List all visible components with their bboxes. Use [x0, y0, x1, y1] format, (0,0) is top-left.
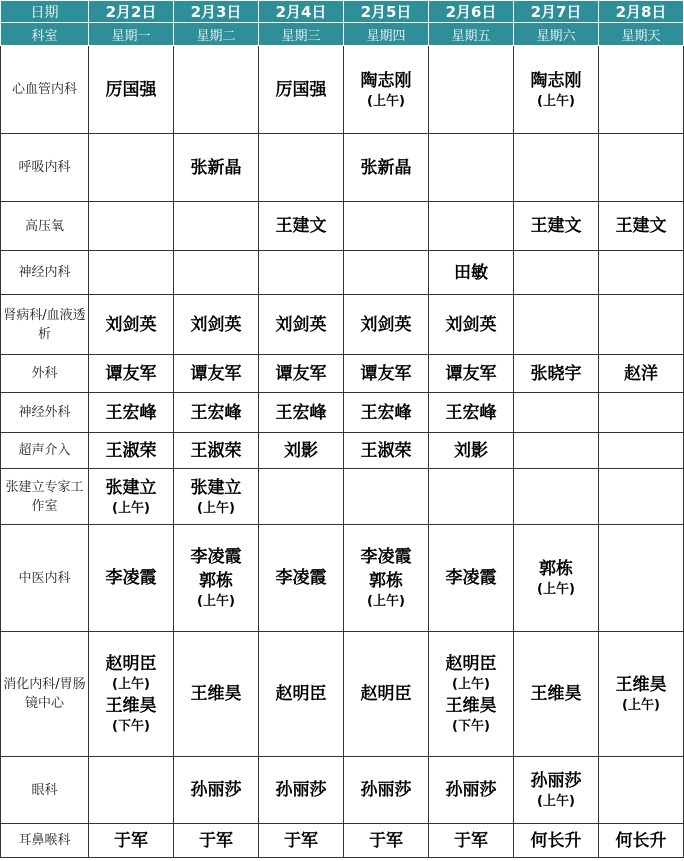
shift-note: (上午) — [367, 594, 405, 609]
doctor-name: 刘剑英 — [360, 314, 412, 335]
schedule-cell — [514, 295, 599, 355]
schedule-cell — [599, 202, 684, 251]
duty-entry — [429, 313, 513, 337]
duty-entry — [514, 829, 598, 853]
duty-entry — [259, 214, 343, 238]
doctor-name: 王建文 — [615, 216, 667, 236]
schedule-cell — [89, 433, 174, 469]
dept-header-label: 科室 — [1, 23, 89, 46]
schedule-row — [1, 433, 684, 469]
schedule-cell — [344, 355, 429, 393]
schedule-row — [1, 202, 684, 251]
schedule-cell — [429, 134, 514, 202]
duty-entry — [344, 439, 428, 463]
schedule-cell — [89, 757, 174, 824]
schedule-cell — [174, 355, 259, 393]
duty-entry — [174, 778, 258, 802]
duty-entry — [429, 261, 513, 285]
shift-note: (下午) — [452, 719, 490, 734]
duty-entry — [514, 557, 598, 599]
schedule-cell — [599, 469, 684, 525]
duty-entry — [344, 156, 428, 180]
doctor-name: 孙丽莎 — [275, 780, 327, 800]
schedule-cell — [429, 632, 514, 757]
schedule-cell — [514, 355, 599, 393]
schedule-cell — [429, 295, 514, 355]
duty-entry — [344, 829, 428, 853]
schedule-cell — [344, 525, 429, 632]
duty-entry — [89, 362, 173, 386]
duty-entry — [429, 694, 513, 736]
schedule-cell — [429, 202, 514, 251]
weekday-header-row — [1, 23, 684, 46]
doctor-name: 谭友军 — [275, 363, 327, 384]
doctor-name: 赵洋 — [624, 363, 658, 384]
duty-entry — [514, 362, 598, 386]
duty-entry — [89, 313, 173, 337]
duty-entry — [89, 439, 173, 463]
doctor-name: 李凌霞 — [190, 547, 242, 567]
schedule-cell — [259, 251, 344, 295]
schedule-cell — [599, 433, 684, 469]
date-header-cell: 2月8日 — [599, 1, 684, 23]
schedule-cell — [344, 295, 429, 355]
duty-entry — [259, 439, 343, 463]
duty-entry — [174, 401, 258, 425]
schedule-cell — [599, 295, 684, 355]
schedule-cell — [599, 525, 684, 632]
doctor-name: 刘剑英 — [190, 314, 242, 335]
schedule-cell — [89, 134, 174, 202]
duty-entry — [174, 362, 258, 386]
doctor-name: 厉国强 — [275, 79, 327, 100]
duty-entry — [259, 362, 343, 386]
duty-entry — [599, 829, 683, 853]
schedule-cell — [514, 525, 599, 632]
duty-entry — [429, 829, 513, 853]
date-header-row — [1, 1, 684, 23]
schedule-cell — [514, 433, 599, 469]
weekday-header-cell: 星期一 — [89, 23, 174, 46]
schedule-cell — [344, 824, 429, 858]
schedule-cell — [514, 202, 599, 251]
schedule-cell — [259, 525, 344, 632]
duty-entry — [89, 694, 173, 736]
department-name: 神经内科 — [1, 251, 89, 295]
schedule-cell — [599, 757, 684, 824]
doctor-name: 李凌霞 — [105, 568, 157, 588]
schedule-row — [1, 757, 684, 824]
doctor-name: 孙丽莎 — [360, 780, 412, 800]
duty-entry — [174, 313, 258, 337]
department-name: 神经外科 — [1, 393, 89, 433]
duty-entry — [174, 682, 258, 706]
schedule-cell — [259, 632, 344, 757]
doctor-name: 谭友军 — [360, 363, 412, 384]
schedule-cell — [514, 824, 599, 858]
department-name: 中医内科 — [1, 525, 89, 632]
schedule-cell — [89, 295, 174, 355]
schedule-row — [1, 46, 684, 134]
doctor-name: 王建文 — [530, 216, 582, 236]
duty-entry — [174, 545, 258, 569]
date-header-cell: 2月6日 — [429, 1, 514, 23]
duty-entry — [89, 401, 173, 425]
doctor-name: 于军 — [284, 830, 318, 851]
duty-entry — [259, 778, 343, 802]
shift-note: (上午) — [537, 582, 575, 597]
duty-entry — [259, 78, 343, 102]
doctor-name: 刘影 — [454, 440, 488, 461]
duty-entry — [344, 401, 428, 425]
department-name: 耳鼻喉科 — [1, 824, 89, 858]
date-header-cell: 2月2日 — [89, 1, 174, 23]
duty-entry — [599, 214, 683, 238]
duty-entry — [259, 401, 343, 425]
schedule-cell — [344, 46, 429, 134]
department-name: 高压氧 — [1, 202, 89, 251]
doctor-name: 李凌霞 — [445, 568, 497, 588]
schedule-cell — [599, 355, 684, 393]
schedule-cell — [599, 824, 684, 858]
duty-entry — [344, 313, 428, 337]
doctor-name: 厉国强 — [105, 79, 157, 100]
doctor-name: 张新晶 — [190, 157, 242, 178]
department-name: 超声介入 — [1, 433, 89, 469]
doctor-name: 王宏峰 — [190, 402, 242, 423]
doctor-name: 田敏 — [454, 262, 488, 283]
weekday-header-cell: 星期二 — [174, 23, 259, 46]
schedule-cell — [514, 469, 599, 525]
duty-entry — [599, 673, 683, 715]
schedule-cell — [514, 46, 599, 134]
schedule-cell — [174, 295, 259, 355]
schedule-cell — [174, 824, 259, 858]
duty-entry — [174, 569, 258, 611]
doctor-name: 谭友军 — [105, 363, 157, 384]
doctor-name: 赵明臣 — [360, 684, 412, 704]
department-name: 外科 — [1, 355, 89, 393]
schedule-cell — [259, 433, 344, 469]
shift-note: (下午) — [112, 719, 150, 734]
schedule-cell — [429, 824, 514, 858]
doctor-name: 王维昊 — [615, 675, 667, 695]
duty-entry — [429, 362, 513, 386]
doctor-name: 张新晶 — [360, 157, 412, 178]
schedule-header — [1, 1, 684, 46]
schedule-cell — [89, 393, 174, 433]
duty-entry — [259, 829, 343, 853]
duty-entry — [429, 652, 513, 694]
schedule-cell — [259, 202, 344, 251]
duty-entry — [89, 566, 173, 590]
schedule-row — [1, 632, 684, 757]
duty-entry — [174, 439, 258, 463]
schedule-cell — [514, 757, 599, 824]
schedule-cell — [344, 202, 429, 251]
schedule-row — [1, 525, 684, 632]
schedule-cell — [89, 632, 174, 757]
duty-entry — [344, 69, 428, 111]
shift-note: (上午) — [622, 698, 660, 713]
doctor-name: 王淑荣 — [190, 440, 242, 461]
doctor-name: 张建立 — [105, 477, 157, 498]
doctor-name: 王宏峰 — [105, 402, 157, 423]
doctor-name: 王淑荣 — [360, 440, 412, 461]
shift-note: (上午) — [197, 594, 235, 609]
schedule-cell — [599, 134, 684, 202]
schedule-cell — [429, 251, 514, 295]
duty-entry — [174, 476, 258, 518]
shift-note: (上午) — [112, 500, 150, 516]
weekday-header-cell: 星期五 — [429, 23, 514, 46]
duty-entry — [344, 778, 428, 802]
schedule-cell — [89, 525, 174, 632]
duty-entry — [174, 156, 258, 180]
date-header-cell: 2月4日 — [259, 1, 344, 23]
schedule-cell — [89, 469, 174, 525]
schedule-cell — [89, 46, 174, 134]
shift-note: (上午) — [197, 500, 235, 516]
weekday-header-cell: 星期六 — [514, 23, 599, 46]
doctor-name: 刘影 — [284, 440, 318, 461]
schedule-body — [1, 46, 684, 858]
schedule-cell — [259, 134, 344, 202]
doctor-name: 赵明臣 — [105, 654, 157, 674]
schedule-row — [1, 251, 684, 295]
shift-note: (上午) — [452, 677, 490, 692]
schedule-cell — [429, 46, 514, 134]
doctor-name: 谭友军 — [190, 363, 242, 384]
schedule-cell — [174, 251, 259, 295]
department-name: 张建立专家工作室 — [1, 469, 89, 525]
schedule-cell — [344, 251, 429, 295]
schedule-row — [1, 134, 684, 202]
schedule-row — [1, 393, 684, 433]
duty-entry — [259, 313, 343, 337]
doctor-name: 李凌霞 — [360, 547, 412, 567]
schedule-cell — [599, 632, 684, 757]
duty-entry — [344, 545, 428, 569]
schedule-row — [1, 355, 684, 393]
schedule-row — [1, 469, 684, 525]
duty-entry — [344, 682, 428, 706]
doctor-name: 王宏峰 — [275, 402, 327, 423]
schedule-cell — [174, 469, 259, 525]
schedule-cell — [344, 757, 429, 824]
doctor-name: 于军 — [369, 830, 403, 851]
doctor-name: 于军 — [454, 830, 488, 851]
schedule-row — [1, 824, 684, 858]
doctor-name: 王淑荣 — [105, 440, 157, 461]
schedule-row — [1, 295, 684, 355]
weekday-header-cell: 星期三 — [259, 23, 344, 46]
shift-note: (上午) — [537, 794, 575, 809]
doctor-name: 何长升 — [615, 830, 667, 851]
doctor-name: 于军 — [199, 830, 233, 851]
schedule-cell — [514, 134, 599, 202]
doctor-name: 王宏峰 — [360, 402, 412, 423]
doctor-name: 何长升 — [530, 830, 582, 851]
doctor-name: 刘剑英 — [275, 314, 327, 335]
schedule-cell — [599, 46, 684, 134]
duty-entry — [344, 362, 428, 386]
schedule-cell — [174, 134, 259, 202]
duty-entry — [514, 682, 598, 706]
date-header-cell: 2月5日 — [344, 1, 429, 23]
schedule-cell — [174, 393, 259, 433]
schedule-cell — [599, 251, 684, 295]
doctor-name: 王维昊 — [530, 684, 582, 704]
doctor-name: 张晓宇 — [530, 363, 582, 384]
schedule-cell — [89, 251, 174, 295]
doctor-name: 孙丽莎 — [190, 780, 242, 800]
duty-entry — [89, 78, 173, 102]
schedule-cell — [344, 433, 429, 469]
department-name: 消化内科/胃肠镜中心 — [1, 632, 89, 757]
doctor-name: 郭栋 — [199, 571, 233, 591]
duty-entry — [174, 829, 258, 853]
doctor-name: 郭栋 — [539, 559, 573, 579]
doctor-name: 郭栋 — [369, 571, 403, 591]
doctor-name: 王维昊 — [105, 696, 157, 716]
schedule-cell — [599, 393, 684, 433]
doctor-name: 孙丽莎 — [530, 771, 582, 791]
schedule-cell — [174, 46, 259, 134]
doctor-name: 王建文 — [275, 216, 327, 236]
doctor-name: 于军 — [114, 830, 148, 851]
schedule-cell — [514, 632, 599, 757]
duty-entry — [259, 682, 343, 706]
schedule-cell — [259, 46, 344, 134]
date-header-cell: 2月3日 — [174, 1, 259, 23]
weekday-header-cell: 星期四 — [344, 23, 429, 46]
department-name: 呼吸内科 — [1, 134, 89, 202]
schedule-cell — [89, 824, 174, 858]
doctor-name: 谭友军 — [445, 363, 497, 384]
duty-entry — [514, 769, 598, 811]
schedule-cell — [174, 202, 259, 251]
duty-entry — [89, 476, 173, 518]
schedule-cell — [344, 393, 429, 433]
schedule-cell — [344, 469, 429, 525]
doctor-name: 王维昊 — [190, 684, 242, 704]
schedule-cell — [429, 525, 514, 632]
weekday-header-cell: 星期天 — [599, 23, 684, 46]
doctor-name: 赵明臣 — [445, 654, 497, 674]
schedule-cell — [514, 393, 599, 433]
duty-entry — [429, 439, 513, 463]
schedule-cell — [259, 355, 344, 393]
department-name: 眼科 — [1, 757, 89, 824]
shift-note: (上午) — [537, 93, 575, 109]
schedule-cell — [259, 757, 344, 824]
schedule-cell — [174, 632, 259, 757]
schedule-cell — [429, 433, 514, 469]
doctor-name: 李凌霞 — [275, 568, 327, 588]
schedule-cell — [174, 433, 259, 469]
schedule-cell — [259, 824, 344, 858]
doctor-name: 孙丽莎 — [445, 780, 497, 800]
schedule-cell — [344, 134, 429, 202]
duty-entry — [344, 569, 428, 611]
doctor-name: 刘剑英 — [445, 314, 497, 335]
duty-entry — [259, 566, 343, 590]
duty-entry — [599, 362, 683, 386]
department-name: 心血管内科 — [1, 46, 89, 134]
doctor-name: 陶志刚 — [530, 70, 582, 91]
date-header-cell: 2月7日 — [514, 1, 599, 23]
schedule-cell — [429, 757, 514, 824]
duty-entry — [429, 401, 513, 425]
schedule-cell — [344, 632, 429, 757]
doctor-name: 陶志刚 — [360, 70, 412, 91]
schedule-cell — [514, 251, 599, 295]
schedule-cell — [429, 355, 514, 393]
schedule-cell — [429, 393, 514, 433]
schedule-cell — [89, 355, 174, 393]
shift-note: (上午) — [112, 677, 150, 692]
doctor-name: 王宏峰 — [445, 402, 497, 423]
duty-entry — [429, 778, 513, 802]
duty-entry — [89, 652, 173, 694]
duty-entry — [514, 214, 598, 238]
doctor-name: 王维昊 — [445, 696, 497, 716]
schedule-cell — [89, 202, 174, 251]
shift-note: (上午) — [367, 93, 405, 109]
schedule-cell — [174, 525, 259, 632]
schedule-cell — [259, 393, 344, 433]
doctor-name: 刘剑英 — [105, 314, 157, 335]
schedule-cell — [259, 469, 344, 525]
schedule-cell — [174, 757, 259, 824]
doctor-name: 赵明臣 — [275, 684, 327, 704]
date-header-label: 日期 — [1, 1, 89, 23]
schedule-cell — [429, 469, 514, 525]
schedule-cell — [259, 295, 344, 355]
duty-entry — [89, 829, 173, 853]
duty-entry — [514, 69, 598, 111]
duty-entry — [429, 566, 513, 590]
doctor-name: 张建立 — [190, 477, 242, 498]
department-name: 肾病科/血液透析 — [1, 295, 89, 355]
